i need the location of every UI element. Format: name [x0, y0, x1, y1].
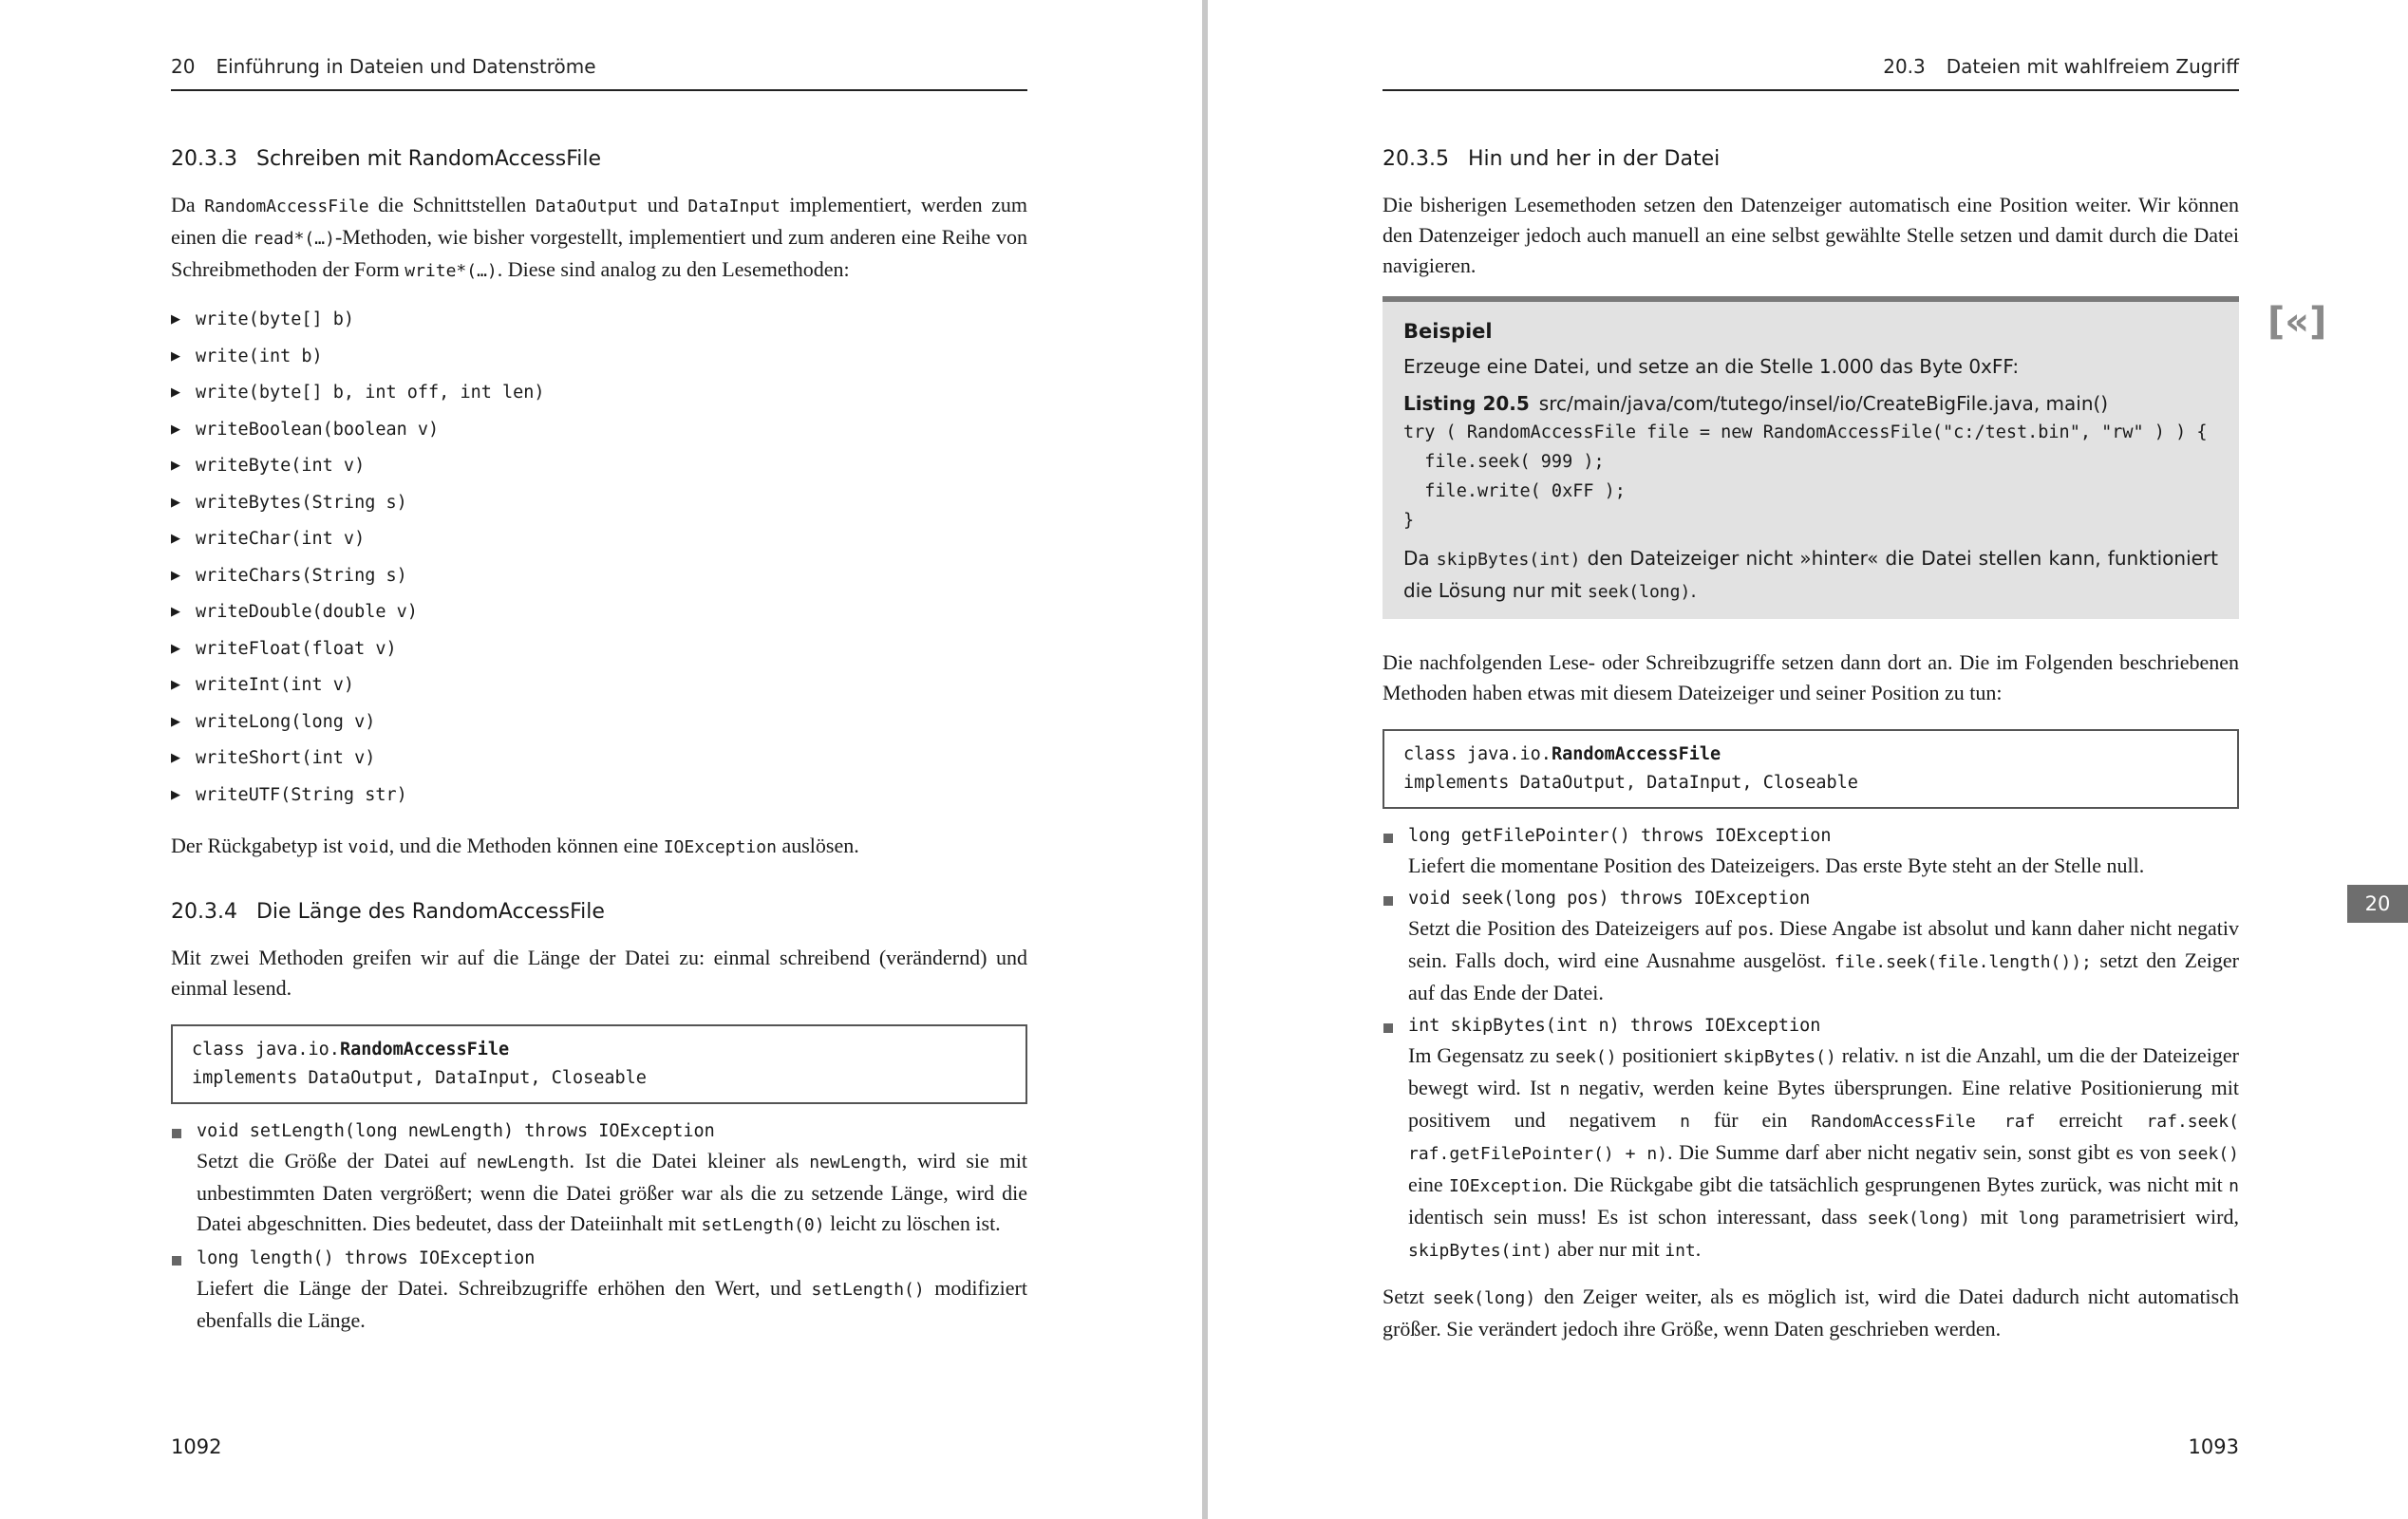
list-item: ▶ write(byte[] b) [171, 302, 1027, 339]
method-description-list [1383, 822, 2239, 1266]
list-item: void setLength(long newLength) throws IOException Setzt die Größe der Datei auf newLength. Ist die Datei kleiner als newLength, wird sie mit unbestimmten Daten vergrößert; wenn die Datei größer war als die zu setzende Länge, wird die Datei abgeschnitten. Dies bedeutet, dass der Dateiinhalt mit setLength(0) leicht zu löschen ist. [171, 1117, 1027, 1241]
list-item: ▶ writeChar(int v) [171, 521, 1027, 558]
example-box [1383, 296, 2239, 619]
left-page [0, 0, 1202, 1519]
left-content [171, 142, 1027, 1351]
method-list [171, 302, 1027, 814]
running-head-right [1383, 55, 2239, 91]
paragraph: Der Rückgabetyp ist void, und die Methoden können eine IOException auslösen. [171, 834, 859, 857]
list-item: ▶ writeBoolean(boolean v) [171, 412, 1027, 449]
list-item: ▶ writeBytes(String s) [171, 485, 1027, 522]
list-item: ▶ write(byte[] b, int off, int len) [171, 375, 1027, 412]
list-item: ▶ writeShort(int v) [171, 741, 1027, 778]
list-item: ▶ writeInt(int v) [171, 667, 1027, 704]
chapter-tab: 20 [2347, 885, 2408, 923]
list-item: long getFilePointer() throws IOException Liefert die momentane Position des Dateizeigers. Das erste Byte steht an der Stelle null. [1383, 822, 2239, 881]
list-item: ▶ writeFloat(float v) [171, 631, 1027, 668]
list-item: ▶ writeLong(long v) [171, 704, 1027, 741]
class-signature-box: class java.io.RandomAccessFile implements DataOutput, DataInput, Closeable [171, 1024, 1027, 1104]
list-item: ▶ writeUTF(String str) [171, 778, 1027, 815]
chapter-title: Einführung in Dateien und Datenströme [216, 55, 596, 78]
section-heading: 20.3.4 Die Länge des RandomAccessFile [171, 900, 605, 924]
list-item: void seek(long pos) throws IOException Setzt die Position des Dateizeigers auf pos. Diese Angabe ist absolut und kann daher nicht negativ sein. Falls doch, wird eine Ausnahme ausgelöst. file.seek(file.length()); setzt den Zeiger auf das Ende der Datei. [1383, 885, 2239, 1008]
example-note: Da skipBytes(int) den Dateizeiger nicht »hinter« die Datei stellen kann, funktioniert die Lösung nur mit seek(long). [1403, 547, 2218, 602]
page-number: 1093 [2188, 1435, 2239, 1458]
example-text: Erzeuge eine Datei, und setze an die Stelle 1.000 das Byte 0xFF: [1403, 355, 2020, 378]
list-item: ▶ writeByte(int v) [171, 448, 1027, 485]
class-signature-box: class java.io.RandomAccessFile implements DataOutput, DataInput, Closeable [1383, 729, 2239, 809]
list-item: int skipBytes(int n) throws IOException Im Gegensatz zu seek() positioniert skipBytes() relativ. n ist die Anzahl, um die der Dateizeiger bewegt wird. Ist n negativ, werden keine Bytes übersprungen. Eine relative Positionierung mit positivem und negativem n für ein RandomAccessFile raf erreicht raf.seek( raf.getFilePointer() + n). Die Summe darf aber nicht negativ sein, sonst gibt es von seek() eine IOException. Die Rückgabe gibt die tatsächlich gesprungenen Bytes zurück, was nicht mit n identisch sein muss! Es ist schon interessant, dass seek(long) mit long parametrisiert wird, skipBytes(int) aber nur mit int. [1383, 1012, 2239, 1266]
list-item: ▶ writeDouble(double v) [171, 594, 1027, 631]
code-listing: try ( RandomAccessFile file = new RandomAccessFile("c:/test.bin", "rw" ) ) { file.seek( 999 ); file.write( 0xFF ); } [1403, 422, 2208, 531]
list-item: ▶ writeChars(String s) [171, 558, 1027, 595]
rheinwerk-logo-icon: [«] [2267, 300, 2327, 344]
section-title: Dateien mit wahlfreiem Zugriff [1946, 55, 2239, 78]
paragraph: Setzt seek(long) den Zeiger weiter, als es möglich ist, wird die Datei dadurch nicht automatisch größer. Sie verändert jedoch ihre Größe, wenn Daten geschrieben werden. [1383, 1285, 2239, 1341]
example-title: Beispiel [1403, 320, 1493, 343]
right-page [1208, 0, 2408, 1519]
chapter-number: 20 [171, 55, 196, 78]
method-description-list [171, 1117, 1027, 1336]
paragraph: Mit zwei Methoden greifen wir auf die Länge der Datei zu: einmal schreibend (verändernd) und einmal lesend. [171, 946, 1027, 1000]
section-heading: 20.3.3 Schreiben mit RandomAccessFile [171, 147, 602, 171]
page-number: 1092 [171, 1435, 222, 1458]
list-item: ▶ write(int b) [171, 339, 1027, 376]
paragraph: Die bisherigen Lesemethoden setzen den Datenzeiger automatisch eine Position weiter. Wir können den Datenzeiger jedoch auch manuell an eine selbst gewählte Stelle setzen und damit durch die Datei navigieren. [1383, 193, 2239, 277]
section-heading: 20.3.5 Hin und her in der Datei [1383, 147, 1721, 171]
listing-caption: Listing 20.5 src/main/java/com/tutego/insel/io/CreateBigFile.java, main() [1403, 392, 2109, 415]
section-number: 20.3 [1883, 55, 1926, 78]
paragraph: Die nachfolgenden Lese- oder Schreibzugriffe setzen dann dort an. Die im Folgenden beschriebenen Methoden haben etwas mit diesem Dateizeiger und seiner Position zu tun: [1383, 650, 2239, 704]
list-item: long length() throws IOException Liefert die Länge der Datei. Schreibzugriffe erhöhen den Wert, und setLength() modifiziert ebenfalls die Länge. [171, 1245, 1027, 1336]
right-content [1383, 142, 2239, 1360]
paragraph: Da RandomAccessFile die Schnittstellen DataOutput und DataInput implementiert, werden zum einen die read*(…)-Methoden, wie bisher vorgestellt, implementiert und zum anderen eine Reihe von Schreibmethoden der Form write*(…). Diese sind analog zu den Lesemethoden: [171, 193, 1028, 281]
running-head-left [171, 55, 1027, 91]
